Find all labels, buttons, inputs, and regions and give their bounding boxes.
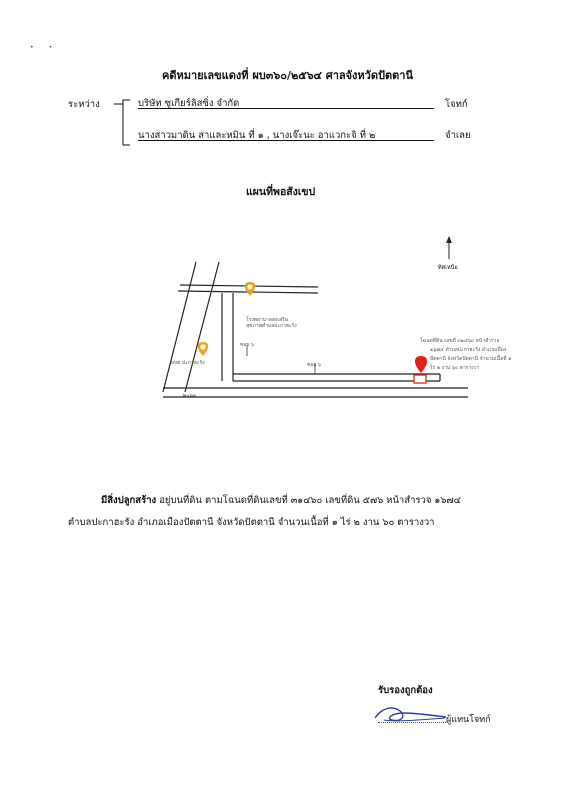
plaintiff-role: โจทก์: [445, 99, 468, 110]
property-note-line4: ไร่ ๒ งาน ๖๐ ตารางวา: [430, 365, 480, 371]
land-description-line2: ตำบลปะกาฮะรัง อำเภอเมืองปัตตานี จังหวัดปัตตานี จำนวนเนื้อที่ ๑ ไร่ ๒ งาน ๖๐ ตารางวา: [68, 517, 435, 528]
defendant-role: จำเลย: [445, 130, 471, 141]
property-note-line3: ปัตตานี จังหวัดปัตตานี จำนวนเนื้อที่ ๑: [430, 356, 512, 362]
certify-label: รับรองถูกต้อง: [378, 685, 433, 696]
north-label: ทิศเหนือ: [438, 265, 458, 271]
map-title: แผนที่พอสังเขป: [246, 186, 316, 198]
poi-health-center-line1: โรงพยาบาลส่งเสริม: [246, 317, 289, 323]
alley-label-1: ซอย ๖: [240, 342, 255, 348]
land-description-rest: อยู่บนที่ดิน ตามโฉนดที่ดินเลขที่ ๓๑๔๖๐ เลขที่ดิน ๕๗๖ หน้าสำรวจ ๑๖๗๔: [156, 495, 461, 506]
poi-health-center-line2: สุขภาพตำบลปะกาฮะรัง: [246, 323, 297, 329]
property-note-line2: ๑๖๗๔ ตำบลปะกาฮะรัง อำเภอเมือง: [430, 347, 507, 353]
property-note-line1: โฉนดที่ดิน เลขที่ ๓๑๔๖๐ หน้าสำรวจ: [420, 338, 500, 344]
signature-line: [378, 722, 448, 723]
top-mark: • •: [30, 44, 53, 51]
poi-office-label: อบต.ปะกาฮะรัง: [171, 360, 205, 366]
case-number-title: คดีหมายเลขแดงที่ ผบ๓๖๐/๒๕๖๔ ศาลจังหวัดปัตตานี: [162, 69, 413, 82]
signer-role: ผู้แทนโจทก์: [446, 715, 491, 725]
road-number-label: ๒๐๖๓: [183, 393, 196, 399]
land-description-lead: มีสิ่งปลูกสร้าง: [101, 495, 157, 506]
between-label: ระหว่าง: [68, 99, 100, 110]
defendant-name: นางสาวมาดิน สาและหมิน ที่ ๑ , นางเจ๊ะนะ อาแวกะจิ ที่ ๒: [138, 130, 376, 141]
plaintiff-name: บริษัท ซูเกียร์ลิสซิ่ง จำกัด: [138, 98, 240, 109]
alley-label-2: ซอย ๖: [307, 362, 322, 368]
